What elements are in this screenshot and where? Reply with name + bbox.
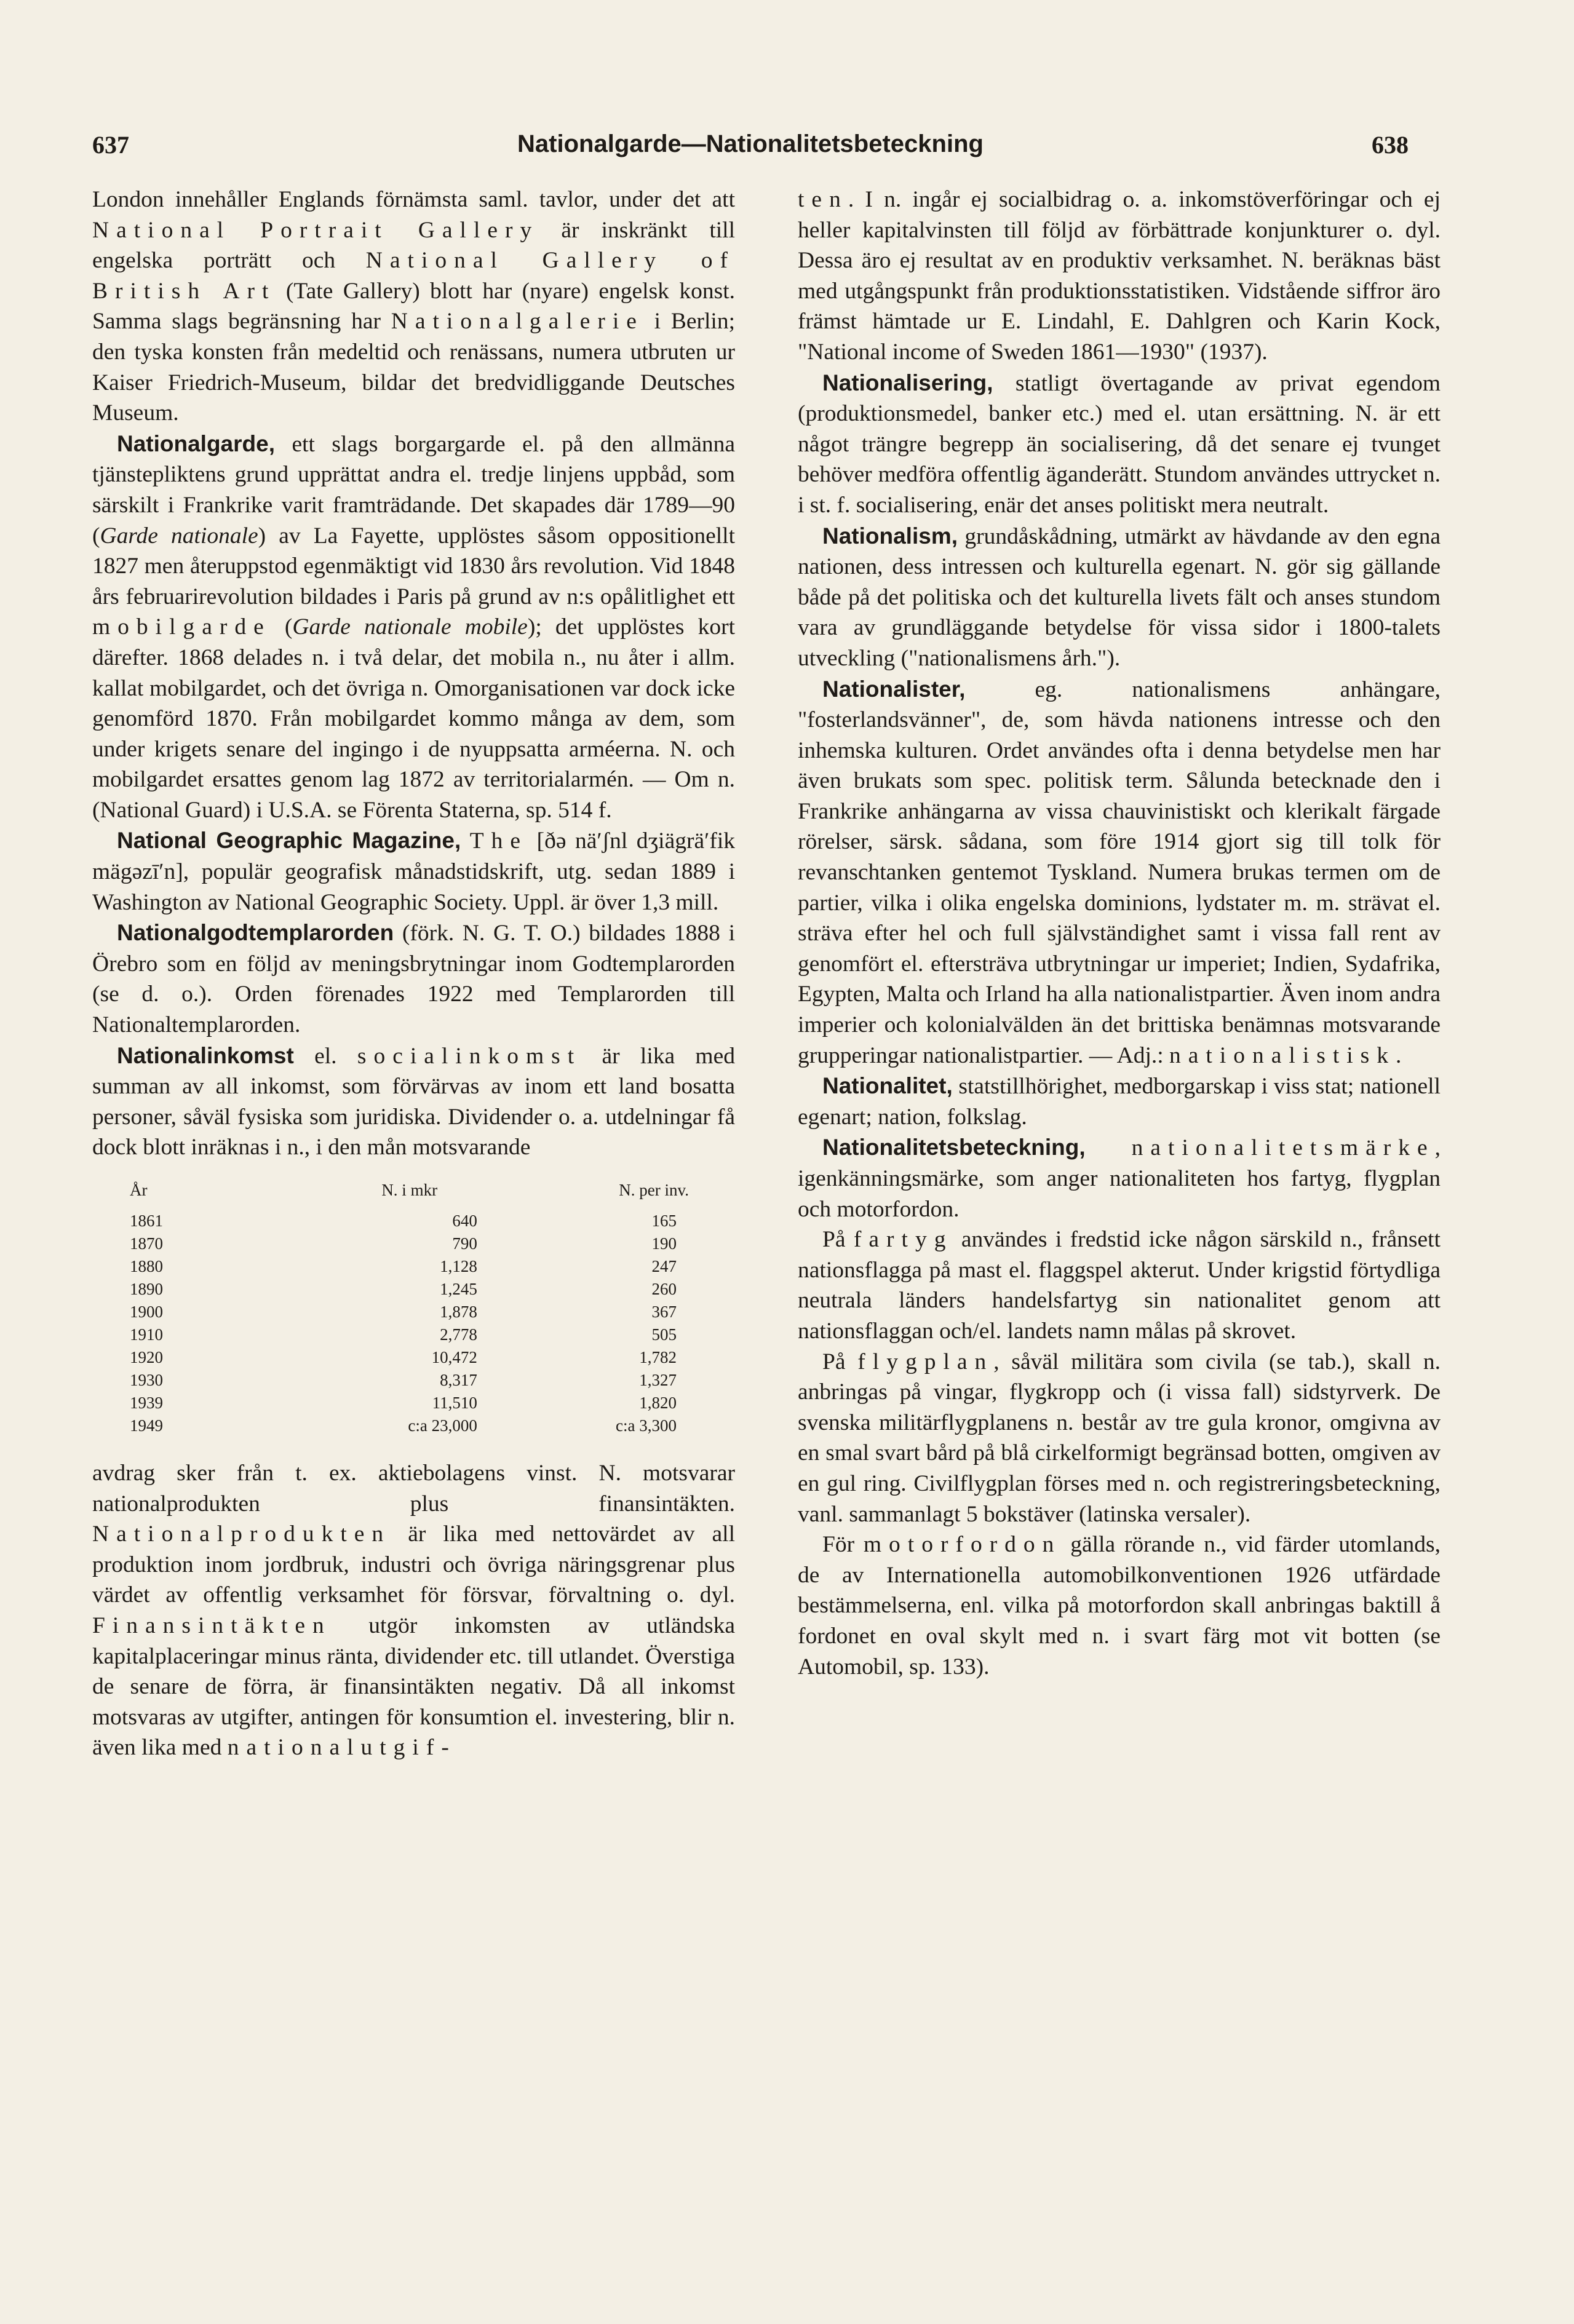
headword: National Geographic Magazine, xyxy=(117,828,461,854)
paragraph-fartyg: På fartyg användes i fredstid icke någon särskild n., frånsett nationsflagga på mast el. flaggspel akterut. Under krigstid förtydliga neutrala länders handelsfartyg sin nationalitet genom att nationsflaggan och/el. landets namn målas på skrovet. xyxy=(798,1227,1441,1344)
headword: Nationalism, xyxy=(822,523,958,549)
paragraph-flygplan: På flygplan, såväl militära som civila (se tab.), skall n. anbringas på vingar, flygkropp och (i vissa fall) sidstyrverk. De svenska militärflygplanens n. består av tre gula kronor, omgivna av en smal svart bård på blå cirkelformigt begränsad botten, omgiven av en gul ring. Civilflygplan förses med n. och registreringsbeteckning, vanl. sammanlagt 5 bokstäver (latinska versaler). xyxy=(798,1349,1441,1527)
entry-nationalism: Nationalism, grundåskådning, utmärkt av hävdande av den egna nationen, dess intressen och kulturella egenart. N. gör sig gällande både på det politiska och det kulturella livets fält och anses stundom vara av grundläggande betydelse för vissa sidor i 1800-talets utveckling ("nationalismens årh."). xyxy=(798,523,1441,671)
table-cell-year: 1939 xyxy=(130,1394,163,1412)
table-cell-year: 1930 xyxy=(130,1371,163,1389)
table-row xyxy=(129,1414,701,1437)
table-cell-per-capita: 1,327 xyxy=(639,1371,677,1389)
table-cell-total: 10,472 xyxy=(431,1348,477,1366)
table-header: N. i mkr xyxy=(381,1181,438,1199)
table-cell-total: 1,245 xyxy=(440,1280,477,1298)
table-header: N. per inv. xyxy=(619,1181,689,1199)
table-row xyxy=(129,1323,701,1346)
table-cell-total: 640 xyxy=(452,1212,477,1230)
paragraph-motorfordon: För motorfordon gälla rörande n., vid färder utomlands, de av Internationella automobilkonventionen 1926 utfärdade bestämmelserna, enl. vilka på motorfordon skall anbringas baktill å fordonet en oval skylt med n. i svart färg mot vit botten (se Automobil, sp. 133). xyxy=(798,1532,1441,1680)
table-row xyxy=(129,1278,701,1301)
table-cell-year: 1920 xyxy=(130,1348,163,1366)
table-cell-year: 1880 xyxy=(130,1257,163,1275)
table-row xyxy=(129,1210,701,1232)
table-row xyxy=(129,1346,701,1369)
entry-nationalister: Nationalister, eg. nationalismens anhängare, "fosterlandsvänner", de, som hävda nationens intresse och den inhemska kulturen. Ordet användes ofta i denna betydelse men har även brukats som spec. politisk term. Sålunda betecknade den i Frankrike anhängarna av vissa chauvinistiskt och klerikalt färgade rörelser, särsk. sådana, som före 1914 gjort sig till tolk för revanschtanken gentemot Tyskland. Numera brukas termen om de partier, vilka i olika engelska dominions, lydstater m. m. strävat el. sträva efter hel och full självständighet samt i vissa fall rent av genomfört el. eftersträva utbrytningar ur imperiet; Indien, Sydafrika, Egypten, Malta och Irland ha alla nationalistpartier. Även inom andra imperier och kolonialvälden än det brittiska benämnas motsvarande grupperingar nationalistpartier. — Adj.: nationalistisk. xyxy=(798,676,1441,1068)
table-header: År xyxy=(130,1181,148,1199)
table-cell-year: 1949 xyxy=(130,1416,163,1435)
table-cell-year: 1900 xyxy=(130,1303,163,1321)
headword: Nationalinkomst xyxy=(117,1042,294,1068)
table-row xyxy=(129,1392,701,1414)
national-income-table xyxy=(129,1179,701,1437)
table-cell-total: 2,778 xyxy=(440,1325,477,1344)
table-cell-total: 790 xyxy=(452,1234,477,1253)
entry-nationalinkomst: Nationalinkomst el. socialinkomst är lika med summan av all inkomst, som förvärvas av inom ett land bosatta personer, såväl fysiska som juridiska. Dividender o. a. utdelningar få dock blott inräknas i n., i den mån motsvarande xyxy=(92,1042,735,1160)
table-cell-total: c:a 23,000 xyxy=(408,1416,477,1435)
table-cell-total: 1,878 xyxy=(440,1303,477,1321)
page-header xyxy=(92,130,1409,173)
entry-national-geographic: National Geographic Magazine, The [ðə näʹʃnl dʒiägräʹfik mägəzīʹn], populär geografisk månadstidskrift, utg. sedan 1889 i Washington av National Geographic Society. Uppl. är över 1,3 mill. xyxy=(92,828,735,915)
table-cell-total: 1,128 xyxy=(440,1257,477,1275)
entry-nationalgodtemplarorden: Nationalgodtemplarorden (förk. N. G. T. O.) bildades 1888 i Örebro som en följd av meningsbrytningar inom Godtemplarorden (se d. o.). Orden förenades 1922 med Templarorden till Nationaltemplarorden. xyxy=(92,920,735,1038)
entry-nationalinkomst-end: ten. I n. ingår ej socialbidrag o. a. inkomstöverföringar och ej heller kapitalvinsten till följd av förbättrade konjunkturer o. dyl. Dessa äro ej resultat av en produktiv verksamhet. N. beräknas bäst med utgångspunkt från produktionsstatistiken. Vidstående siffror äro främst hämtade ur E. Lindahl, E. Dahlgren och Karin Kock, "National income of Sweden 1861—1930" (1937). xyxy=(798,187,1441,365)
table-header-row xyxy=(129,1179,701,1210)
table-cell-per-capita: 367 xyxy=(651,1303,677,1321)
running-title: Nationalgarde—Nationalitetsbeteckning xyxy=(517,130,984,157)
table-row xyxy=(129,1301,701,1323)
table-cell-total: 11,510 xyxy=(432,1394,477,1412)
entry-nationalitetsbeteckning: Nationalitetsbeteckning, nationalitetsmärke, igenkänningsmärke, som anger nationaliteten hos fartyg, flygplan och motorfordon. xyxy=(798,1135,1441,1222)
table-cell-per-capita: 1,820 xyxy=(639,1394,677,1412)
page-number-right: 638 xyxy=(1372,131,1409,159)
table-cell-year: 1861 xyxy=(130,1212,163,1230)
headword: Nationalister, xyxy=(822,676,966,702)
headword: Nationalgarde, xyxy=(117,430,275,456)
headword: Nationalgodtemplarorden xyxy=(117,920,394,946)
entry-nationalinkomst-continued: avdrag sker från t. ex. aktiebolagens vinst. N. motsvarar nationalprodukten plus finansintäkten. Nationalprodukten är lika med nettovärdet av all produktion inom jordbruk, industri och övriga näringsgrenar plus värdet av offentlig verksamhet för försvar, förvaltning o. dyl. Finansintäkten utgör inkomsten av utländska kapitalplaceringar minus ränta, dividender etc. till utlandet. Överstiga de senare de förra, är finansintäkten negativ. Då all inkomst motsvaras av utgifter, antingen för konsumtion el. investering, blir n. även lika med nationalutgif- xyxy=(92,1461,735,1761)
page-number-left: 637 xyxy=(92,131,129,159)
headword: Nationalitetsbeteckning, xyxy=(822,1135,1086,1160)
table-cell-per-capita: 505 xyxy=(651,1325,677,1344)
table-cell-year: 1890 xyxy=(130,1280,163,1298)
table-row xyxy=(129,1232,701,1255)
table-cell-per-capita: 1,782 xyxy=(639,1348,677,1366)
table-cell-year: 1870 xyxy=(130,1234,163,1253)
headword: Nationalisering, xyxy=(822,370,993,395)
table-cell-total: 8,317 xyxy=(440,1371,477,1389)
entry-nationalisering: Nationalisering, statligt övertagande av privat egendom (produktionsmedel, banker etc.) med el. utan ersättning. N. är ett något trängre begrepp än socialisering, då det senare ej tvunget behöver medföra offentlig äganderätt. Stundom användes uttrycket n. i st. f. socialisering, enär det anses politiskt mera neutralt. xyxy=(798,370,1441,518)
table-cell-per-capita: 165 xyxy=(651,1212,677,1230)
table-row xyxy=(129,1369,701,1392)
entry-nationalgarde: Nationalgarde, ett slags borgargarde el. på den allmänna tjänstepliktens grund upprättat andra el. tredje linjens uppbåd, som särskilt i Frankrike varit framträdande. Det skapades där 1789—90 (Garde nationale) av La Fayette, upplöstes såsom oppositionellt 1827 men återuppstod egenmäktigt vid 1830 års revolution. Vid 1848 års februarirevolution bildades i Paris på grund av n:s opålitlighet ett mobilgarde (Garde nationale mobile); det upplöstes kort därefter. 1868 delades n. i två delar, det mobila n., nu åter i allm. kallat mobilgardet, och det övriga n. Omorganisationen var dock icke genomförd 1870. Från mobilgardet kommo många av dem, som under krigets senare del ingingo i de nyuppsatta arméerna. N. och mobilgardet ersattes genom lag 1872 av territorialarmén. — Om n. (National Guard) i U.S.A. se Förenta Staterna, sp. 514 f. xyxy=(92,430,736,823)
table-cell-per-capita: c:a 3,300 xyxy=(616,1416,677,1435)
entry-national-gallery-continued: London innehåller Englands förnämsta saml. tavlor, under det att National Portrait Gallery är inskränkt till engelska porträtt och National Gallery of British Art (Tate Gallery) blott har (nyare) engelsk konst. Samma slags begränsning har Nationalgalerie i Berlin; den tyska konsten från medeltid och renässans, numera utbruten ur Kaiser Friedrich-Museum, bildar det bredvidliggande Deutsches Museum. xyxy=(92,187,736,426)
column-left xyxy=(92,184,735,1763)
headword: Nationalitet, xyxy=(822,1073,953,1099)
table-cell-per-capita: 190 xyxy=(651,1234,677,1253)
table-cell-per-capita: 260 xyxy=(651,1280,677,1298)
table-cell-per-capita: 247 xyxy=(651,1257,677,1275)
table-row xyxy=(129,1255,701,1278)
entry-nationalitet: Nationalitet, statstillhörighet, medborgarskap i viss stat; nationell egenart; nation, folkslag. xyxy=(798,1073,1441,1130)
table-cell-year: 1910 xyxy=(130,1325,163,1344)
column-right xyxy=(798,184,1441,1682)
